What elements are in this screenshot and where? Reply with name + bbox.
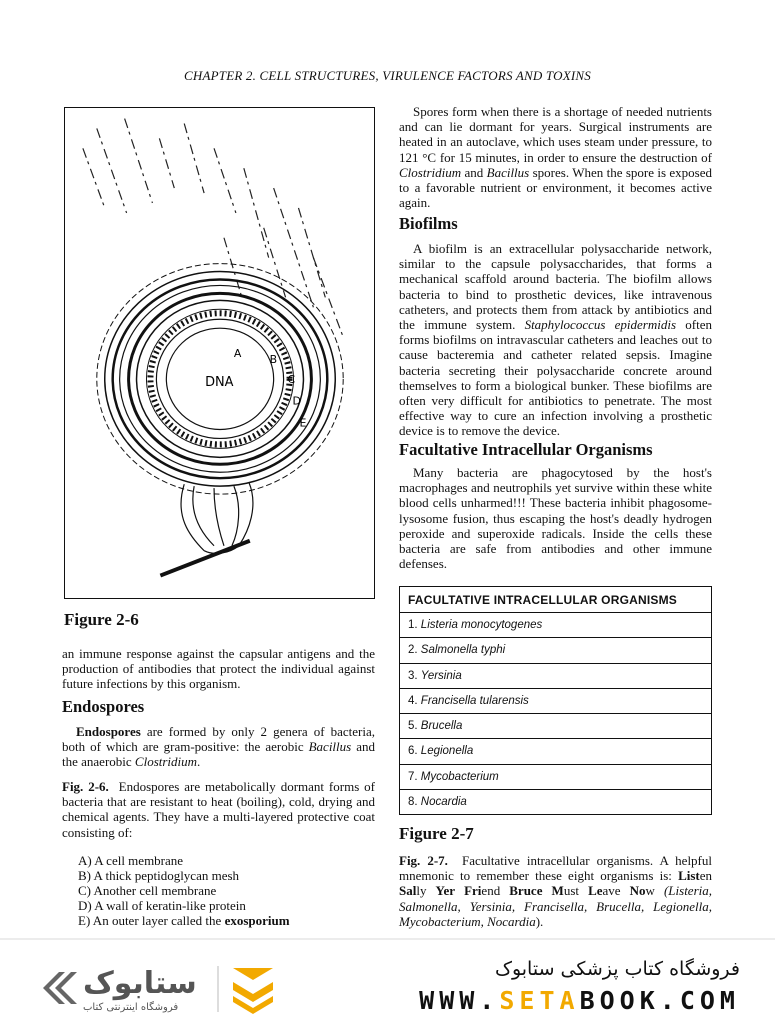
- coat-layer-item: C) Another cell membrane: [78, 883, 217, 898]
- store-url-link[interactable]: WWW.SETABOOK.COM: [419, 986, 740, 1015]
- table-row: 3. Yersinia: [400, 664, 711, 689]
- table-header: FACULTATIVE INTRACELLULAR ORGANISMS: [400, 587, 711, 613]
- biofilms-heading: Biofilms: [399, 214, 458, 233]
- fig-2-7-caption: Fig. 2-7. Facultative intracellular organisms. A helpful mnemonic to remember these eight organisms is: Listen Sally Yer Friend Bruce Must Leave Now (Listeria, Salmonella, Yersinia, Francisella, Brucella, Legionella, Mycobacterium, Nocardia).: [399, 853, 713, 929]
- logo-subtitle: فروشگاه اینترنتی کتاب: [83, 1002, 179, 1013]
- layer-a-label: A: [233, 346, 242, 360]
- endospores-paragraph: Endospores are formed by only 2 genera of bacteria, both of which are gram-positive: the aerobic Bacillus and the anaerobic Clostridium.: [62, 724, 375, 770]
- dna-label: DNA: [205, 374, 234, 390]
- spores-paragraph: Spores form when there is a shortage of needed nutrients and can lie dormant for years. Surgical instruments are heated in an autoclave, which uses steam under pressure, to 121 °C for 15 minutes, in order to ensure the destruction of Clostridium and Bacillus spores. When the spore is exposed to a favorable nutrient or environment, it becomes active again.: [399, 104, 712, 211]
- coat-layer-item: E) An outer layer called the exosporium: [78, 913, 290, 928]
- layer-b-label: B: [269, 352, 278, 366]
- store-name-text: فروشگاه کتاب پزشکی ستابوک: [494, 958, 740, 980]
- table-row: 8. Nocardia: [408, 796, 467, 809]
- chevron-logo-icon: [43, 972, 77, 1004]
- coat-layer-list: [78, 853, 290, 928]
- endospores-heading: Endospores: [62, 697, 145, 716]
- table-row: 7. Mycobacterium: [400, 765, 711, 790]
- layer-e-label: E: [299, 416, 307, 430]
- layer-c-label: C: [287, 372, 296, 386]
- logo-brand-text: ستابوک: [83, 966, 197, 1001]
- capsule-intro-paragraph: an immune response against the capsular antigens and the production of antibodies that protect the individual against future infections by this organism.: [62, 646, 375, 692]
- store-logo[interactable]: [35, 958, 295, 1018]
- table-row: 6. Legionella: [400, 739, 711, 764]
- layer-d-label: D: [292, 394, 301, 408]
- table-row: 1. Listeria monocytogenes: [400, 613, 711, 638]
- table-row: 5. Brucella: [400, 714, 711, 739]
- table-row: 4. Francisella tularensis: [400, 689, 711, 714]
- running-header: CHAPTER 2. CELL STRUCTURES, VIRULENCE FACTORS AND TOXINS: [184, 68, 591, 83]
- facultative-heading: Facultative Intracellular Organisms: [399, 440, 653, 459]
- coat-layer-item: B) A thick peptidoglycan mesh: [78, 868, 240, 883]
- figure-2-6-title: Figure 2-6: [64, 610, 139, 629]
- biofilms-paragraph: A biofilm is an extracellular polysaccharide network, similar to the capsule polysaccharides, that forms a mechanical scaffold around bacteria. The biofilm allows bacteria to bind to prosthetic devices, like intravenous catheters, and protects them from attack by antibiotics and the immune system. Staphylococcus epidermidis often forms biofilms on intravascular catheters and leaches out to cause bacteremia and catheter related sepsis. Imagine bacteria secreting their polysaccharide concrete around themselves to form a biological bunker. These biofilms are often very difficult for antibiotics to penetrate. The most effective way to cure an infection involving a prosthetic device is to remove the device.: [399, 241, 712, 439]
- coat-layer-item: D) A wall of keratin-like protein: [78, 898, 246, 913]
- books-icon: [233, 968, 273, 1014]
- facultative-organisms-table: [399, 586, 712, 815]
- coat-layer-item: A) A cell membrane: [78, 853, 184, 868]
- fig-2-6-caption: Fig. 2-6. Endospores are metabolically dormant forms of bacteria that are resistant to heat (boiling), cold, drying and chemical agents. They have a multi-layered protective coat consisting of:: [62, 779, 376, 840]
- table-row: 2. Salmonella typhi: [400, 638, 711, 663]
- figure-2-7-title: Figure 2-7: [399, 824, 474, 843]
- endospore-figure: [64, 107, 375, 599]
- endospore-illustration: [65, 108, 374, 598]
- facultative-paragraph: Many bacteria are phagocytosed by the host's macrophages and neutrophils yet survive within these white blood cells unharmed!!! These bacteria inhibit phagosome-lysosome fusion, thus escaping the host's deadly hydrogen peroxide and superoxide radicals. Inside the cells these bacteria are safe from antibodies and other immune defenses.: [399, 465, 712, 572]
